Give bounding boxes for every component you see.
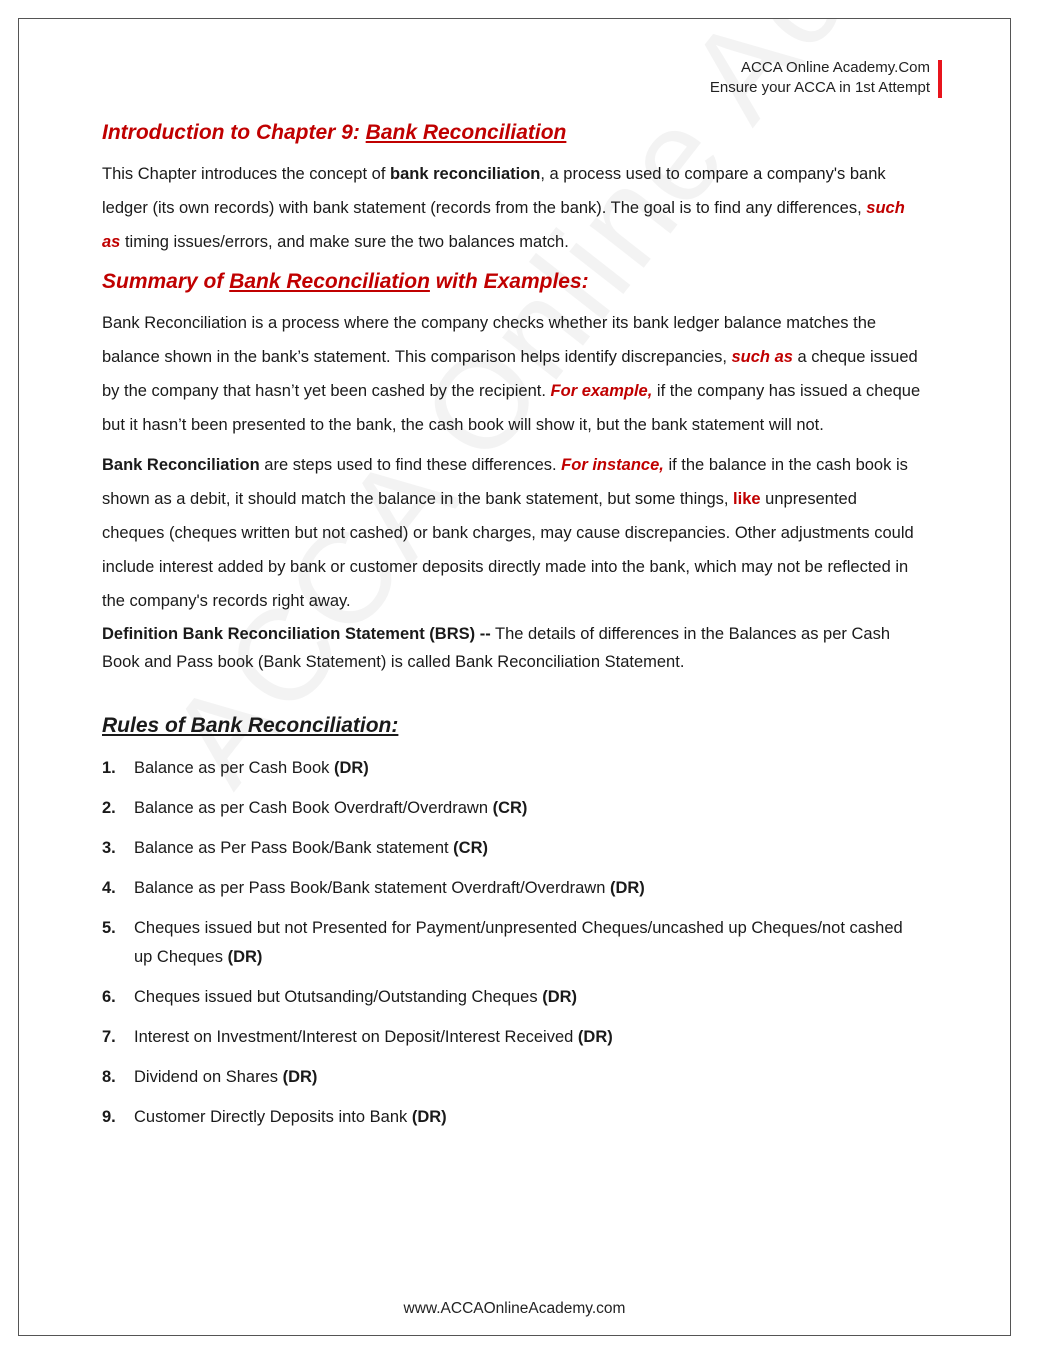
summary-text-c: if the company has issued a cheque but it hasn’t been presented to the bank, the cash book will show it, but the bank statement will not.: [102, 382, 921, 434]
list-item: [102, 1063, 922, 1092]
summary-bold-term: Bank Reconciliation: [102, 456, 260, 474]
summary-paragraph-1: [102, 306, 922, 442]
list-item: [102, 983, 922, 1012]
summary-heading: [102, 268, 922, 296]
rule-text: Balance as per Pass Book/Bank statement Overdraft/Overdrawn: [134, 879, 610, 897]
list-number: 2.: [102, 799, 116, 817]
rule-tag: (DR): [282, 1068, 318, 1086]
header-brand: ACCA Online Academy.Com: [741, 59, 930, 76]
rule-text: Customer Directly Deposits into Bank: [134, 1108, 412, 1126]
summary-text-a: Bank Reconciliation is a process where the company checks whether its bank ledger balance matches the balance shown in the bank’s statement. This comparison helps identify discrepancies,: [102, 314, 877, 366]
intro-heading-prefix: Introduction to Chapter 9:: [102, 121, 366, 144]
rule-text: Interest on Investment/Interest on Deposit/Interest Received: [134, 1028, 578, 1046]
intro-bold-term: bank reconciliation: [390, 165, 541, 183]
intro-text-3: timing issues/errors, and make sure the two balances match.: [120, 233, 569, 251]
list-number: 7.: [102, 1028, 116, 1046]
summary-heading-suffix: with Examples:: [429, 270, 589, 293]
intro-text-2: , a process used to compare a company's bank ledger (its own records) with bank statement (records from the bank). The goal is to find any differences,: [102, 165, 886, 217]
footer-url[interactable]: www.ACCAOnlineAcademy.com: [403, 1300, 626, 1317]
list-item: [102, 794, 922, 823]
summary-emphasis-3: For instance,: [561, 456, 664, 474]
rule-tag: (CR): [492, 799, 528, 817]
header-accent-bar: [938, 60, 942, 98]
list-item: [102, 754, 922, 783]
rule-text: Dividend on Shares: [134, 1068, 283, 1086]
intro-text-1: This Chapter introduces the concept of: [102, 165, 390, 183]
definition-label: Definition Bank Reconciliation Statement (BRS) --: [102, 625, 491, 643]
rule-tag: (DR): [542, 988, 578, 1006]
summary-paragraph-2: [102, 448, 922, 618]
rule-text: Balance as Per Pass Book/Bank statement: [134, 839, 454, 857]
list-number: 8.: [102, 1068, 116, 1086]
document-page: [18, 18, 1011, 1336]
list-number: 4.: [102, 879, 116, 897]
summary-emphasis-like: like: [733, 490, 761, 508]
list-number: 1.: [102, 759, 116, 777]
intro-heading: [102, 119, 922, 147]
rule-text: Cheques issued but Otutsanding/Outstanding Cheques: [134, 988, 543, 1006]
summary-text-e: if the balance in the cash book is shown as a debit, it should match the balance in the bank statement, but some things,: [102, 456, 908, 508]
page-header: [710, 58, 942, 98]
summary-text-d: are steps used to find these differences.: [259, 456, 562, 474]
header-tagline: Ensure your ACCA in 1st Attempt: [709, 79, 930, 96]
list-item: [102, 914, 922, 972]
rule-tag: (DR): [227, 948, 263, 966]
list-number: 3.: [102, 839, 116, 857]
definition-paragraph: [102, 620, 922, 676]
list-item: [102, 1023, 922, 1052]
list-item: [102, 1103, 922, 1132]
summary-text-f: unpresented cheques (cheques written but not cashed) or bank charges, may cause discrepancies. Other adjustments could include interest added by bank or customer deposits directly made into the bank, which may not be reflected in the company's records right away.: [102, 490, 914, 610]
rule-text: Cheques issued but not Presented for Payment/unpresented Cheques/uncashed up Cheques/not cashed up Cheques: [134, 919, 903, 966]
intro-heading-link[interactable]: Bank Reconciliation: [365, 121, 567, 144]
main-content: [102, 114, 922, 1143]
rules-heading: Rules of Bank Reconciliation:: [102, 714, 399, 737]
summary-emphasis-2: For example,: [550, 382, 653, 400]
rule-tag: (DR): [411, 1108, 447, 1126]
rule-text: Balance as per Cash Book: [134, 759, 334, 777]
definition-text: The details of differences in the Balances as per Cash Book and Pass book (Bank Statement) is called Bank Reconciliation Statement.: [102, 625, 890, 671]
summary-heading-prefix: Summary of: [102, 270, 230, 293]
list-item: [102, 874, 922, 903]
rule-tag: (DR): [609, 879, 645, 897]
list-number: 9.: [102, 1108, 116, 1126]
rule-text: Balance as per Cash Book Overdraft/Overdrawn: [134, 799, 493, 817]
rule-tag: (DR): [577, 1028, 613, 1046]
summary-text-b: a cheque issued by the company that hasn’t yet been cashed by the recipient.: [102, 348, 918, 400]
list-item: [102, 834, 922, 863]
rules-list: [102, 754, 922, 1132]
rule-tag: (DR): [333, 759, 369, 777]
summary-emphasis-1: such as: [731, 348, 793, 366]
intro-paragraph: [102, 157, 922, 259]
list-number: 5.: [102, 919, 116, 937]
list-number: 6.: [102, 988, 116, 1006]
intro-emphasis: such as: [102, 199, 905, 251]
summary-heading-link[interactable]: Bank Reconciliation: [229, 270, 430, 293]
rule-tag: (CR): [453, 839, 488, 857]
